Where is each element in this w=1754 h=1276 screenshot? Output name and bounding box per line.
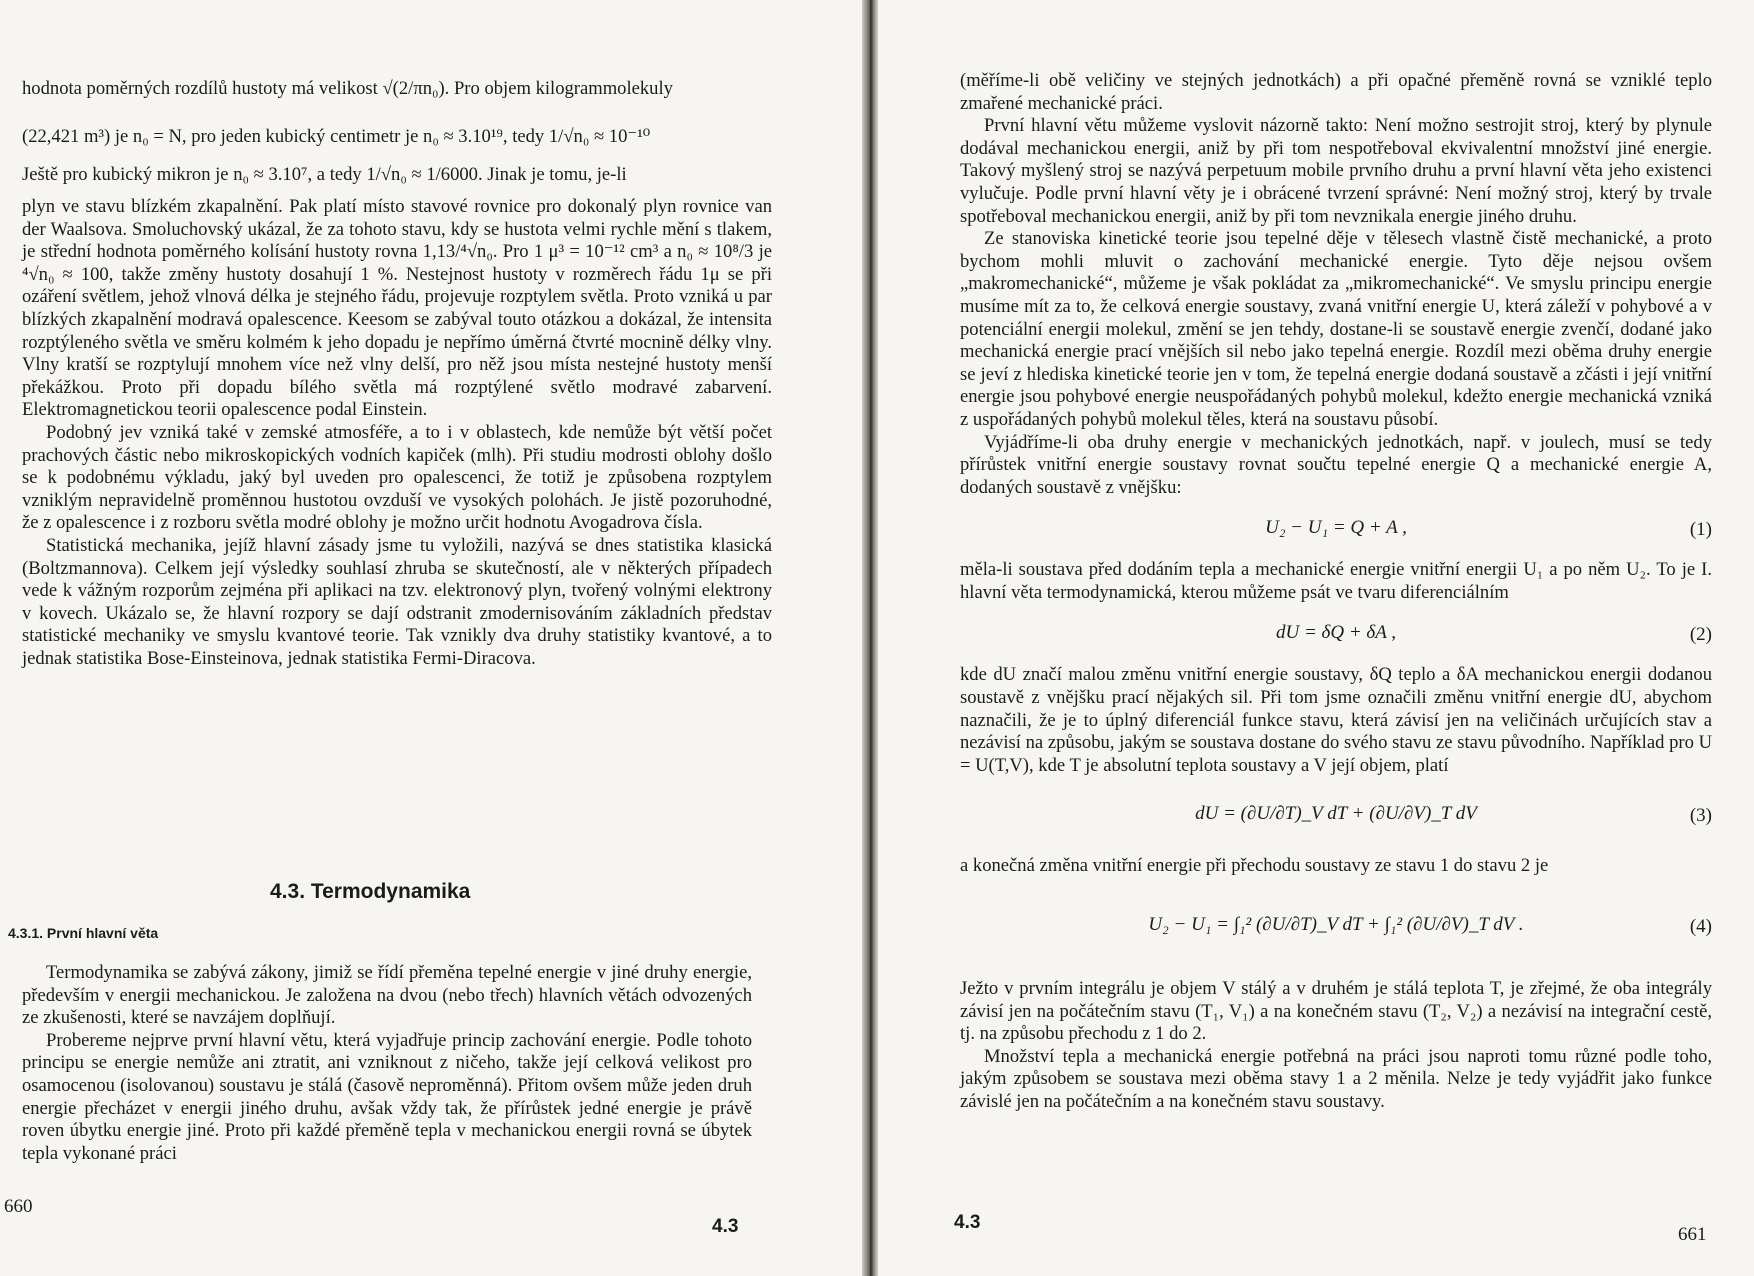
paragraph: plyn ve stavu blízkém zkapalnění. Pak platí místo stavové rovnice pro dokonalý plyn rovnice van der Waalsova. Smoluchovský ukázal, že za tohoto stavu, kdy se hustota velmi rychle mění s tlakem, je střední hodnota poměrného kolísání hustoty rovna 1,13/⁴√n₀. Pro 1 μ³ = 10⁻¹² cm³ a n₀ ≈ 10⁸/3 je ⁴√n₀ ≈ 100, takže změny hustoty dosahují 1 %. Nestejnost hustoty v rozměrech řádu 1μ se při ozáření světlem, jehož vlnová délka je stejného řádu, projevuje rozptylem světla. Proto vzniká u par blízkých zkapalnění modravá opalescence. Keesom se zabýval touto otázkou a dokázal, že intensita rozptýleného světla ve směru kolmém k jeho dopadu je nepřímo úměrná čtvrté mocnině délky vlny. Vlny kratší se rozptylují mnohem více než vlny delší, pro něž jsou místa nestejné hustoty menší překážkou. Proto při dopadu bílého světla má rozptýlené světlo modravé zabarvení. Elektromagnetickou teorii opalescence podal Einstein. [22,196,772,421]
formula-line: Ještě pro kubický mikron je n₀ ≈ 3.10⁷, a tedy 1/√n₀ ≈ 1/6000. Jinak je tomu, je-li [22,164,627,185]
paragraph: a konečná změna vnitřní energie při přechodu soustavy ze stavu 1 do stavu 2 je [960,855,1549,877]
section-mark: 4.3 [954,1212,981,1233]
book-spine [862,0,878,1276]
paragraph: Termodynamika se zabývá zákony, jimiž se řídí přeměna tepelné energie v jiné druhy energie, především v energii mechanickou. Je založena na dvou (nebo třech) hlavních větách odvozených ze zkušenosti, které se navzájem doplňují. [22,962,752,1029]
equation-1 [960,503,1712,555]
equation-expression: dU = (∂U/∂T)_V dT + (∂U/∂V)_T dV [1195,803,1477,825]
equation-expression: U₂ − U₁ = Q + A , [1265,517,1407,539]
paragraph: (měříme-li obě veličiny ve stejných jednotkách) a při opačné přeměně rovná se vzniklé teplo zmařené mechanické práci. [960,70,1712,114]
subsection-heading: 4.3.1. První hlavní věta [8,925,159,941]
section-mark: 4.3 [712,1216,739,1237]
paragraph: Probereme nejprve první hlavní větu, která vyjadřuje princip zachování energie. Podle tohoto principu se energie nemůže ani ztratit, ani vzniknout z ničeho, takže její celková velikost pro osamocenou (isolovanou) soustavu je stálá (časově neproměnná). Přitom ovšem může jeden druh energie přecházet v energii jiného druhu, avšak vždy tak, že přírůstek jedné energie je právě roven úbytku energie jiné. Proto při každé přeměně tepla v mechanickou energii rovná se úbytek tepla vykonané práci [22,1029,752,1164]
equation-4 [960,882,1712,974]
equation-2 [960,608,1712,660]
left-body [22,196,772,670]
equation-number: (3) [1689,805,1712,827]
page-number: 660 [4,1196,33,1217]
left-page [0,0,862,1276]
paragraph: kde dU značí malou změnu vnitřní energie soustavy, δQ teplo a δA mechanickou energii dodanou soustavě z vnějšku prací nějakých sil. Při tom jsme označili změnu vnitřní energie dU, abychom naznačili, že je to úplný diferenciál funkce stavu, která závisí jen na veličinách určujících stav a nezávisí na způsobu, jakým se soustava dostane do svého stavu ze stavu původního. Například pro U = U(T,V), kde T je absolutní teplota soustavy a V její objem, platí [960,664,1712,776]
equation-number: (4) [1689,916,1712,938]
equation-number: (1) [1689,519,1712,541]
left-lower-body [22,962,752,1165]
equation-expression: dU = δQ + δA , [1275,622,1396,644]
paragraph: Podobný jev vzniká také v zemské atmosféře, a to i v oblastech, kde nemůže být větší počet prachových částic nebo mikroskopických vodních kapiček (mlh). Při studiu modrosti oblohy došlo se k podobnému výkladu, jaký byl uveden pro opalescenci, že totiž je způsobena rozptylem vzniklým nepravidelně proměnnou hustotou ovzduší ve vysokých polohách. Je jistě pozoruhodné, že z opalescence i z rozboru světla modré oblohy je možno určit hodnotu Avogadrova čísla. [22,421,772,534]
right-body [960,70,1712,1114]
paragraph: Ježto v prvním integrálu je objem V stálý a v druhém je stálá teplota T, je zřejmé, že oba integrály závisí jen na počátečním stavu (T₁, V₁) a na konečném stavu (T₂, V₂) a nezávisí na integrační cestě, tj. na způsobu přechodu z 1 do 2. [960,978,1712,1045]
section-heading: 4.3. Termodynamika [270,880,471,903]
paragraph: Vyjádříme-li oba druhy energie v mechanických jednotkách, např. v joulech, musí se tedy přírůstek vnitřní energie soustavy rovnat součtu tepelné energie Q a mechanické energie A, dodaných soustavě z vnějšku: [960,431,1712,498]
formula-line: hodnota poměrných rozdílů hustoty má velikost √(2/πn₀). Pro objem kilogrammolekuly [22,78,673,99]
right-page [878,0,1754,1276]
paragraph: První hlavní větu můžeme vyslovit názorně takto: Není možno sestrojit stroj, který by plynule dodával mechanickou energii, aniž by při tom nespotřeboval ekvivalentní množství jiné energie. Takový myšlený stroj se nazývá perpetuum mobile prvního druhu a první hlavní věta jeho existenci vylučuje. Podle první hlavní věty je i obrácené tvrzení správné: Není možný stroj, který by trvale spotřeboval mechanickou energii, aniž by při tom nevznikala energie jiného druhu. [960,115,1712,227]
paragraph: Množství tepla a mechanická energie potřebná na práci jsou naproti tomu různé podle toho, jakým způsobem se soustava mezi oběma stavy 1 a 2 měnila. Nelze je tedy vyjádřit jako funkce závislé jen na počátečním a na konečném stavu soustavy. [960,1045,1712,1112]
paragraph: Ze stanoviska kinetické teorie jsou tepelné děje v tělesech vlastně čistě mechanické, a proto bychom mohli mluvit o zachování mechanické energie. Tyto děje nejsou ovšem „makromechanické“, můžeme je však pokládat za „mikromechanické“. Ve smyslu principu energie musíme mít za to, že celková energie soustavy, zvaná vnitřní energie U, která záleží v pohybové a v potenciální energii molekul, změní se jen tehdy, dostane-li se soustavě energie zvenčí, dodané jako mechanická energie prací vnějších sil nebo jako tepelná energie. Rozdíl mezi oběma druhy energie se jeví z hlediska kinetické teorie jen v tom, že tepelná energie dodaná soustavě a zčásti i její vnitřní energie jsou pohybové energie neuspořádaných pohybů molekul, kdežto energie mechanická vzniká z uspořádaných pohybů molekul těles, která na soustavu působí. [960,228,1712,430]
equation-expression: U₂ − U₁ = ∫₁² (∂U/∂T)_V dT + ∫₁² (∂U/∂V)_T dV . [1148,914,1524,936]
paragraph: měla-li soustava před dodáním tepla a mechanické energie vnitřní energii U₁ a po něm U₂. To je I. hlavní věta termodynamická, kterou můžeme psát ve tvaru diferenciálním [960,559,1712,603]
formula-line: (22,421 m³) je n₀ = N, pro jeden kubický centimetr je n₀ ≈ 3.10¹⁹, tedy 1/√n₀ ≈ 10⁻¹⁰ [22,126,651,147]
equation-number: (2) [1689,624,1712,646]
page-number: 661 [1678,1224,1707,1245]
paragraph: Statistická mechanika, jejíž hlavní zásady jsme tu vyložili, nazývá se dnes statistika klasická (Boltzmannova). Celkem její výsledky souhlasí zhruba se skutečností, ale v některých případech vede k vážným rozporům zejména při aplikaci na tzv. elektronový plyn, tvořený volnými elektrony v kovech. Ukázalo se, že hlavní rozpory se dají odstranit zmodernisováním základních představ statistické mechaniky ve smyslu kvantové teorie. Tak vznikly dva druhy statistiky kvantové, a to jednak statistika Bose-Einsteinova, jednak statistika Fermi-Diracova. [22,534,772,669]
equation-3 [960,781,1712,851]
